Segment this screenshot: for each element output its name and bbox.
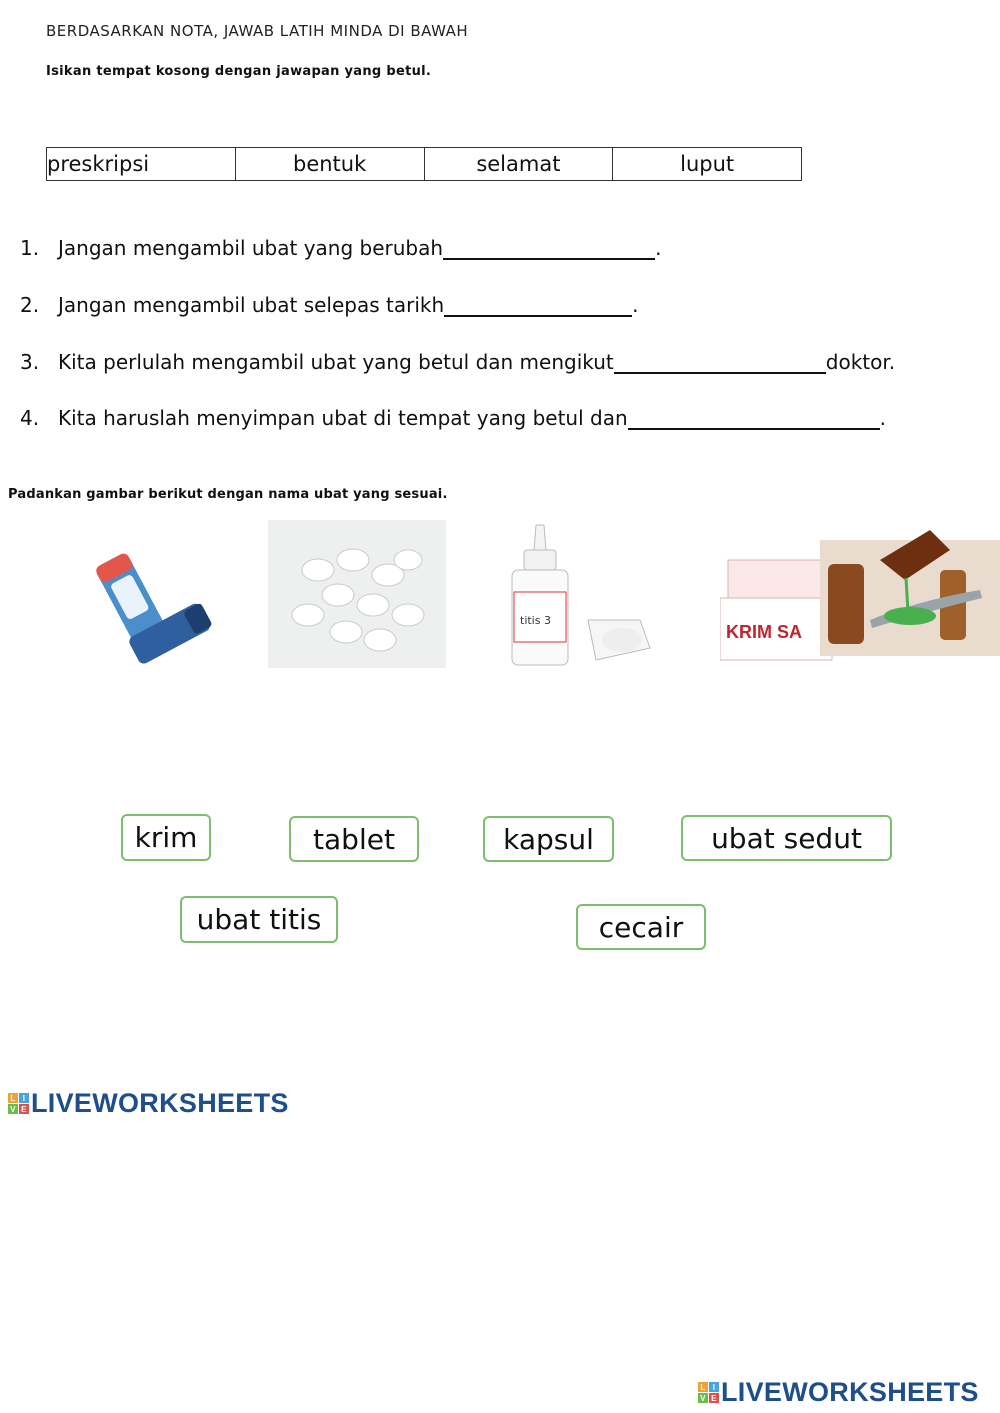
option-chip-ubat-titis[interactable]: ubat titis <box>180 896 338 943</box>
question-2 <box>20 293 639 317</box>
answer-blank-3[interactable] <box>614 350 826 374</box>
option-chip-cecair[interactable]: cecair <box>576 904 706 950</box>
liveworksheets-logo-footer <box>698 1377 979 1408</box>
question-text: Kita haruslah menyimpan ubat di tempat yang betul dan <box>58 406 628 430</box>
answer-blank-2[interactable] <box>444 293 632 317</box>
question-number: 2. <box>20 293 40 317</box>
logo-mark-icon: L I V E <box>8 1093 29 1114</box>
page-title: BERDASARKAN NOTA, JAWAB LATIH MINDA DI BAWAH <box>46 22 469 40</box>
question-text: Jangan mengambil ubat yang berubah <box>58 236 444 260</box>
logo-text: LIVEWORKSHEETS <box>31 1088 289 1118</box>
logo-mark-icon: L I V E <box>698 1382 719 1403</box>
option-chip-krim[interactable]: krim <box>121 814 211 861</box>
question-suffix: doktor. <box>825 350 896 374</box>
question-number: 3. <box>20 350 40 374</box>
inhaler-image <box>70 520 220 670</box>
question-1 <box>20 236 661 260</box>
liveworksheets-logo <box>8 1088 289 1119</box>
question-4 <box>20 406 886 430</box>
word-bank-cell: preskripsi <box>47 148 236 180</box>
question-text: Jangan mengambil ubat selepas tarikh <box>58 293 445 317</box>
word-bank-table <box>46 147 802 181</box>
cream-and-syrup-image <box>720 520 1000 666</box>
logo-text: LIVEWORKSHEETS <box>721 1377 979 1407</box>
option-chip-kapsul[interactable]: kapsul <box>483 816 614 862</box>
eye-drop-label: titis 3 <box>520 614 551 627</box>
question-suffix: . <box>632 293 639 317</box>
question-suffix: . <box>655 236 662 260</box>
word-bank-cell: luput <box>680 152 735 176</box>
eye-drops-image <box>500 520 660 670</box>
question-number: 1. <box>20 236 40 260</box>
tablets-image <box>268 520 446 668</box>
option-chip-ubat-sedut[interactable]: ubat sedut <box>681 815 892 861</box>
word-bank-cell: selamat <box>425 148 614 180</box>
question-number: 4. <box>20 406 40 430</box>
match-instruction: Padankan gambar berikut dengan nama ubat yang sesuai. <box>8 487 448 502</box>
question-3 <box>20 350 895 374</box>
answer-blank-4[interactable] <box>628 406 880 430</box>
cream-brand-label: KRIM SA <box>726 622 802 642</box>
option-chip-tablet[interactable]: tablet <box>289 816 419 862</box>
word-bank-cell: bentuk <box>236 148 425 180</box>
question-suffix: . <box>879 406 886 430</box>
answer-blank-1[interactable] <box>443 236 655 260</box>
question-text: Kita perlulah mengambil ubat yang betul dan mengikut <box>58 350 614 374</box>
fill-instruction: Isikan tempat kosong dengan jawapan yang betul. <box>46 64 432 79</box>
